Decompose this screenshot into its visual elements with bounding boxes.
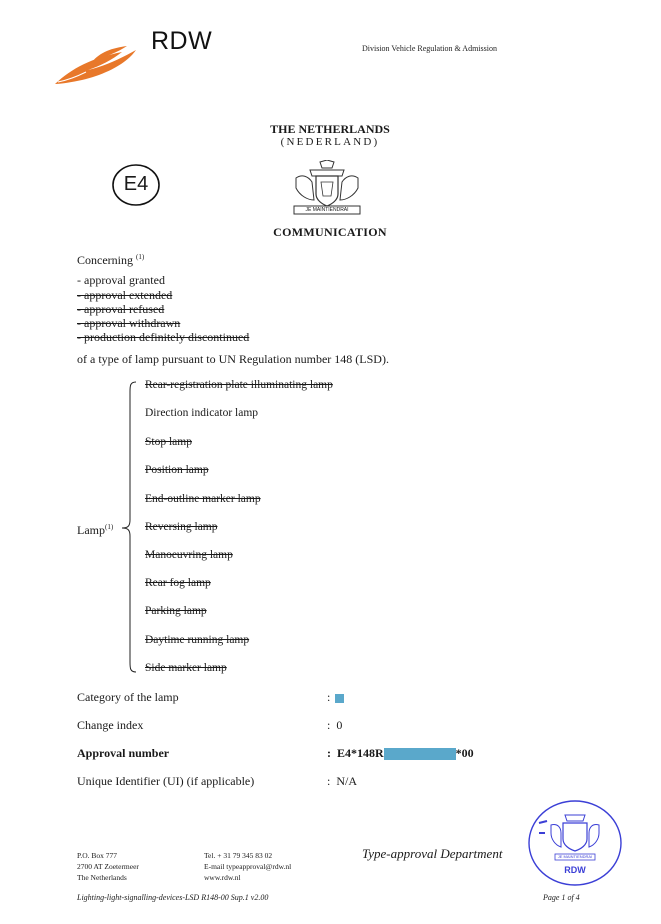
approval-number-label: Approval number xyxy=(77,746,170,760)
lamp-item-daytime-running: Daytime running lamp xyxy=(145,634,250,646)
lamp-item-reversing: Reversing lamp xyxy=(145,521,218,533)
lamp-item-parking: Parking lamp xyxy=(145,605,207,617)
unique-identifier-value: : N/A xyxy=(327,774,358,788)
lamp-item-position: Position lamp xyxy=(145,464,209,476)
country-native: (NEDERLAND) xyxy=(280,136,380,148)
change-index-value: : 0 xyxy=(327,718,343,732)
department-name: Type-approval Department xyxy=(362,846,503,861)
e-mark-icon xyxy=(111,163,161,207)
page-number: Page 1 of 4 xyxy=(543,893,580,902)
concerning-item-discontinued: - production definitely discontinued xyxy=(77,330,250,344)
lamp-item-manoeuvring: Manoeuvring lamp xyxy=(145,549,233,561)
lamp-brace xyxy=(118,380,138,674)
regulation-sentence: of a type of lamp pursuant to UN Regulation number 148 (LSD). xyxy=(77,352,389,366)
communication-heading: COMMUNICATION xyxy=(273,225,387,239)
lamp-item-stop: Stop lamp xyxy=(145,436,192,448)
division-name: Division Vehicle Regulation & Admission xyxy=(362,44,497,53)
concerning-item-withdrawn: - approval withdrawn xyxy=(77,316,181,330)
concerning-item-granted: - approval granted xyxy=(77,273,165,287)
lamp-label: Lamp$^{(1)}$ xyxy=(77,523,114,537)
document-reference: Lighting-light-signalling-devices-LSD R148-00 Sup.1 v2.00 xyxy=(77,893,269,902)
rdw-logo-wing-icon xyxy=(52,40,142,90)
lamp-item-end-outline: End-outline marker lamp xyxy=(145,493,261,505)
footnote-marker: (1) xyxy=(105,523,114,531)
change-index-label: Change index xyxy=(77,718,144,732)
lamp-item-rear-registration: Rear-registration plate illuminating lamp xyxy=(145,379,333,391)
lamp-item-direction-indicator: Direction indicator lamp xyxy=(145,407,259,419)
e-mark-text: E4 xyxy=(123,173,149,195)
concerning-label: Concerning $^{(1)}$ xyxy=(77,253,145,267)
redaction-block xyxy=(384,748,456,760)
approval-number-value: : E4*148R *00 xyxy=(327,746,474,760)
stamp-motto: JE MAINTIENDRAI xyxy=(557,854,593,859)
footer-contact: Tel. + 31 79 345 83 02 E-mail typeapproval@rdw.nl www.rdw.nl xyxy=(204,851,292,882)
footer-address: P.O. Box 777 2700 AT Zoetermeer The Netherlands xyxy=(77,851,139,882)
unique-identifier-label: Unique Identifier (UI) (if applicable) xyxy=(77,774,255,788)
category-value: : xyxy=(327,690,344,705)
rdw-stamp-icon xyxy=(525,797,625,889)
redaction-block xyxy=(335,694,344,703)
lamp-item-side-marker: Side marker lamp xyxy=(145,662,227,674)
footnote-marker: (1) xyxy=(136,253,145,261)
category-label: Category of the lamp xyxy=(77,690,179,704)
coat-of-arms-icon xyxy=(290,160,364,216)
concerning-item-refused: - approval refused xyxy=(77,302,165,316)
coat-motto: JE MAINTIENDRAI xyxy=(305,207,349,213)
rdw-logo-text: RDW xyxy=(151,27,213,55)
lamp-item-rear-fog: Rear fog lamp xyxy=(145,577,211,589)
country-title: THE NETHERLANDS xyxy=(270,122,390,136)
stamp-text: RDW xyxy=(564,865,586,875)
concerning-item-extended: - approval extended xyxy=(77,288,173,302)
